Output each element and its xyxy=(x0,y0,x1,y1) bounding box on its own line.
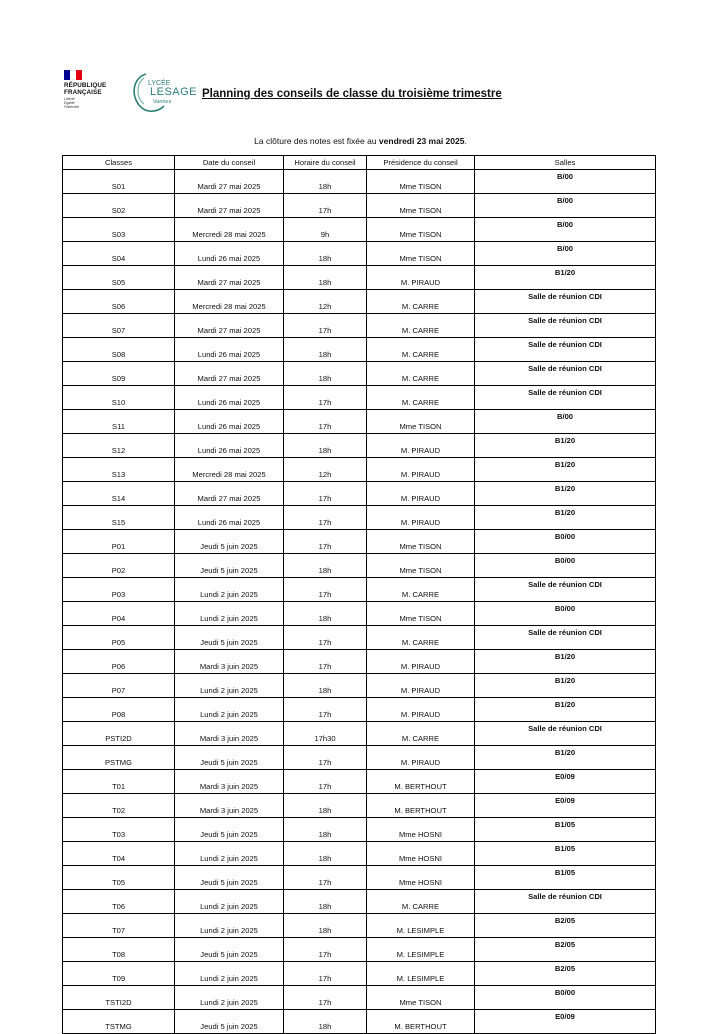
cell-presidence: M. PIRAUD xyxy=(367,746,475,770)
cell-date: Lundi 2 juin 2025 xyxy=(175,962,284,986)
table-row xyxy=(63,650,656,674)
cell-classe: TSTI2D xyxy=(63,986,175,1010)
cell-date: Jeudi 5 juin 2025 xyxy=(175,746,284,770)
cell-classe: P05 xyxy=(63,626,175,650)
cell-salle: B2/05 xyxy=(475,914,656,938)
cell-salle: B1/20 xyxy=(475,434,656,458)
rf-motto-2: Égalité xyxy=(64,101,75,105)
cell-date: Mardi 3 juin 2025 xyxy=(175,650,284,674)
cell-horaire: 17h xyxy=(284,578,367,602)
cell-classe: S06 xyxy=(63,290,175,314)
cell-presidence: M. BERTHOUT xyxy=(367,1010,475,1034)
cell-salle: Salle de réunion CDI xyxy=(475,890,656,914)
cell-date: Mercredi 28 mai 2025 xyxy=(175,290,284,314)
school-logo-line-1: LYCÉE xyxy=(148,80,171,87)
cell-presidence: M. CARRE xyxy=(367,578,475,602)
cell-date: Lundi 2 juin 2025 xyxy=(175,986,284,1010)
table-row xyxy=(63,770,656,794)
table-row xyxy=(63,698,656,722)
cell-salle: B1/20 xyxy=(475,482,656,506)
cell-presidence: M. PIRAUD xyxy=(367,266,475,290)
cell-date: Mardi 27 mai 2025 xyxy=(175,482,284,506)
rf-line-2: FRANÇAISE xyxy=(64,89,102,96)
cell-date: Mardi 3 juin 2025 xyxy=(175,722,284,746)
cell-presidence: M. CARRE xyxy=(367,314,475,338)
header-horaire: Horaire du conseil xyxy=(284,156,367,170)
cell-presidence: Mme TISON xyxy=(367,986,475,1010)
cell-date: Lundi 26 mai 2025 xyxy=(175,434,284,458)
cell-presidence: M. PIRAUD xyxy=(367,482,475,506)
cell-salle: B0/00 xyxy=(475,554,656,578)
cell-classe: T08 xyxy=(63,938,175,962)
cell-date: Lundi 2 juin 2025 xyxy=(175,842,284,866)
cell-horaire: 18h xyxy=(284,914,367,938)
table-row xyxy=(63,170,656,194)
cell-presidence: Mme TISON xyxy=(367,410,475,434)
cell-presidence: M. CARRE xyxy=(367,290,475,314)
header-presidence: Présidence du conseil xyxy=(367,156,475,170)
cell-classe: S07 xyxy=(63,314,175,338)
cell-date: Jeudi 5 juin 2025 xyxy=(175,866,284,890)
cell-horaire: 18h xyxy=(284,602,367,626)
rf-motto-1: Liberté xyxy=(64,97,75,101)
cell-salle: B1/05 xyxy=(475,818,656,842)
cell-salle: B0/00 xyxy=(475,530,656,554)
cell-horaire: 17h xyxy=(284,986,367,1010)
cell-date: Mardi 27 mai 2025 xyxy=(175,194,284,218)
table-row xyxy=(63,794,656,818)
cell-classe: S13 xyxy=(63,458,175,482)
rf-title xyxy=(64,82,124,96)
rf-motto-3: Fraternité xyxy=(64,105,79,109)
cell-salle: E0/09 xyxy=(475,794,656,818)
table-row xyxy=(63,626,656,650)
cell-salle: B1/20 xyxy=(475,458,656,482)
cell-date: Jeudi 5 juin 2025 xyxy=(175,938,284,962)
cell-presidence: M. CARRE xyxy=(367,626,475,650)
cell-classe: P02 xyxy=(63,554,175,578)
cell-horaire: 18h xyxy=(284,554,367,578)
cell-date: Lundi 26 mai 2025 xyxy=(175,410,284,434)
cell-presidence: M. CARRE xyxy=(367,386,475,410)
table-row xyxy=(63,290,656,314)
notice-date: vendredi 23 mai 2025 xyxy=(378,136,465,146)
cell-horaire: 17h xyxy=(284,650,367,674)
cell-presidence: M. LESIMPLE xyxy=(367,938,475,962)
cell-salle: B/00 xyxy=(475,170,656,194)
cell-date: Mardi 27 mai 2025 xyxy=(175,362,284,386)
cell-horaire: 18h xyxy=(284,362,367,386)
cell-date: Jeudi 5 juin 2025 xyxy=(175,626,284,650)
school-logo xyxy=(128,68,198,114)
header-classes: Classes xyxy=(63,156,175,170)
cell-horaire: 17h xyxy=(284,386,367,410)
cell-salle: Salle de réunion CDI xyxy=(475,290,656,314)
cell-date: Lundi 26 mai 2025 xyxy=(175,338,284,362)
cell-date: Lundi 2 juin 2025 xyxy=(175,698,284,722)
cell-horaire: 18h xyxy=(284,1010,367,1034)
cell-horaire: 17h xyxy=(284,938,367,962)
cell-presidence: Mme TISON xyxy=(367,218,475,242)
table-row xyxy=(63,434,656,458)
table-row xyxy=(63,890,656,914)
cell-salle: B1/20 xyxy=(475,266,656,290)
cell-horaire: 17h xyxy=(284,194,367,218)
cell-presidence: M. PIRAUD xyxy=(367,434,475,458)
cell-presidence: Mme TISON xyxy=(367,602,475,626)
cell-date: Lundi 2 juin 2025 xyxy=(175,578,284,602)
cell-date: Jeudi 5 juin 2025 xyxy=(175,530,284,554)
cell-date: Mercredi 28 mai 2025 xyxy=(175,218,284,242)
cell-classe: TSTMG xyxy=(63,1010,175,1034)
cell-date: Jeudi 5 juin 2025 xyxy=(175,554,284,578)
header-salles: Salles xyxy=(475,156,656,170)
cell-presidence: Mme TISON xyxy=(367,530,475,554)
cell-salle: B0/00 xyxy=(475,602,656,626)
table-row xyxy=(63,410,656,434)
cell-date: Mardi 3 juin 2025 xyxy=(175,794,284,818)
cell-date: Lundi 2 juin 2025 xyxy=(175,674,284,698)
table-row xyxy=(63,818,656,842)
cell-presidence: M. LESIMPLE xyxy=(367,962,475,986)
table-row xyxy=(63,746,656,770)
table-row xyxy=(63,242,656,266)
rf-line-1: RÉPUBLIQUE xyxy=(64,82,107,89)
cell-salle: B/00 xyxy=(475,242,656,266)
cell-salle: Salle de réunion CDI xyxy=(475,386,656,410)
cell-date: Lundi 26 mai 2025 xyxy=(175,386,284,410)
cell-salle: Salle de réunion CDI xyxy=(475,314,656,338)
cell-salle: E0/09 xyxy=(475,770,656,794)
table-row xyxy=(63,602,656,626)
cell-classe: S14 xyxy=(63,482,175,506)
cell-classe: T01 xyxy=(63,770,175,794)
cell-presidence: Mme HOSNI xyxy=(367,866,475,890)
cell-classe: S05 xyxy=(63,266,175,290)
cell-date: Mercredi 28 mai 2025 xyxy=(175,458,284,482)
cell-date: Lundi 2 juin 2025 xyxy=(175,602,284,626)
cell-salle: B1/20 xyxy=(475,674,656,698)
cell-horaire: 17h xyxy=(284,746,367,770)
cell-salle: B/00 xyxy=(475,410,656,434)
table-row xyxy=(63,842,656,866)
table-row xyxy=(63,362,656,386)
table-row xyxy=(63,386,656,410)
cell-salle: E0/09 xyxy=(475,1010,656,1034)
table-row xyxy=(63,554,656,578)
cell-horaire: 17h xyxy=(284,770,367,794)
table-row xyxy=(63,962,656,986)
cell-classe: PSTMG xyxy=(63,746,175,770)
cell-classe: T04 xyxy=(63,842,175,866)
cell-classe: S02 xyxy=(63,194,175,218)
table-row xyxy=(63,914,656,938)
cell-date: Lundi 2 juin 2025 xyxy=(175,890,284,914)
cell-classe: T06 xyxy=(63,890,175,914)
french-flag-icon xyxy=(64,70,82,80)
cell-presidence: M. PIRAUD xyxy=(367,698,475,722)
cell-presidence: M. PIRAUD xyxy=(367,650,475,674)
cell-horaire: 18h xyxy=(284,170,367,194)
table-row xyxy=(63,218,656,242)
cell-date: Mardi 27 mai 2025 xyxy=(175,170,284,194)
cell-presidence: M. BERTHOUT xyxy=(367,770,475,794)
cell-classe: S09 xyxy=(63,362,175,386)
cell-salle: B1/20 xyxy=(475,746,656,770)
cell-presidence: M. CARRE xyxy=(367,338,475,362)
cell-classe: P01 xyxy=(63,530,175,554)
cell-horaire: 17h xyxy=(284,626,367,650)
cell-horaire: 18h xyxy=(284,434,367,458)
table-row xyxy=(63,1010,656,1034)
cell-presidence: M. BERTHOUT xyxy=(367,794,475,818)
cell-presidence: Mme TISON xyxy=(367,194,475,218)
cell-salle: B2/05 xyxy=(475,962,656,986)
notice-text xyxy=(0,136,721,146)
cell-classe: S03 xyxy=(63,218,175,242)
table-row xyxy=(63,722,656,746)
cell-horaire: 17h xyxy=(284,506,367,530)
cell-salle: B0/00 xyxy=(475,986,656,1010)
cell-date: Lundi 26 mai 2025 xyxy=(175,242,284,266)
table-row xyxy=(63,530,656,554)
cell-date: Jeudi 5 juin 2025 xyxy=(175,818,284,842)
cell-classe: T09 xyxy=(63,962,175,986)
cell-horaire: 9h xyxy=(284,218,367,242)
cell-classe: T05 xyxy=(63,866,175,890)
cell-presidence: Mme HOSNI xyxy=(367,842,475,866)
cell-horaire: 18h xyxy=(284,842,367,866)
cell-classe: S15 xyxy=(63,506,175,530)
table-header-row xyxy=(63,156,656,170)
cell-horaire: 18h xyxy=(284,794,367,818)
cell-presidence: M. PIRAUD xyxy=(367,458,475,482)
cell-date: Lundi 26 mai 2025 xyxy=(175,506,284,530)
table-row xyxy=(63,458,656,482)
cell-presidence: M. PIRAUD xyxy=(367,674,475,698)
cell-presidence: Mme TISON xyxy=(367,554,475,578)
table-row xyxy=(63,194,656,218)
cell-salle: Salle de réunion CDI xyxy=(475,626,656,650)
cell-classe: P07 xyxy=(63,674,175,698)
cell-classe: S04 xyxy=(63,242,175,266)
cell-horaire: 12h xyxy=(284,458,367,482)
notice-suffix: . xyxy=(464,136,467,146)
cell-salle: B1/05 xyxy=(475,842,656,866)
table-row xyxy=(63,482,656,506)
cell-classe: S01 xyxy=(63,170,175,194)
cell-presidence: M. PIRAUD xyxy=(367,506,475,530)
cell-horaire: 17h xyxy=(284,314,367,338)
cell-horaire: 18h xyxy=(284,674,367,698)
planning-table xyxy=(62,155,656,1034)
cell-horaire: 17h xyxy=(284,866,367,890)
cell-salle: Salle de réunion CDI xyxy=(475,362,656,386)
cell-presidence: Mme TISON xyxy=(367,170,475,194)
cell-salle: B1/20 xyxy=(475,698,656,722)
cell-classe: S12 xyxy=(63,434,175,458)
table-row xyxy=(63,266,656,290)
cell-date: Mardi 27 mai 2025 xyxy=(175,314,284,338)
cell-classe: PSTI2D xyxy=(63,722,175,746)
cell-date: Mardi 27 mai 2025 xyxy=(175,266,284,290)
cell-horaire: 18h xyxy=(284,818,367,842)
cell-horaire: 17h xyxy=(284,530,367,554)
cell-salle: Salle de réunion CDI xyxy=(475,578,656,602)
cell-horaire: 17h30 xyxy=(284,722,367,746)
cell-classe: P03 xyxy=(63,578,175,602)
cell-classe: S08 xyxy=(63,338,175,362)
cell-classe: T02 xyxy=(63,794,175,818)
rf-motto xyxy=(64,97,124,109)
cell-classe: S11 xyxy=(63,410,175,434)
page-title: Planning des conseils de classe du troisième trimestre xyxy=(202,88,502,100)
cell-salle: B/00 xyxy=(475,194,656,218)
cell-classe: P08 xyxy=(63,698,175,722)
cell-horaire: 18h xyxy=(284,338,367,362)
cell-horaire: 18h xyxy=(284,242,367,266)
cell-presidence: Mme HOSNI xyxy=(367,818,475,842)
cell-presidence: M. CARRE xyxy=(367,722,475,746)
cell-salle: B/00 xyxy=(475,218,656,242)
cell-salle: B2/05 xyxy=(475,938,656,962)
table-row xyxy=(63,506,656,530)
cell-presidence: M. CARRE xyxy=(367,890,475,914)
cell-horaire: 17h xyxy=(284,410,367,434)
table-row xyxy=(63,338,656,362)
table-row xyxy=(63,674,656,698)
cell-presidence: M. LESIMPLE xyxy=(367,914,475,938)
table-row xyxy=(63,938,656,962)
notice-prefix: La clôture des notes est fixée au xyxy=(254,136,379,146)
table-row xyxy=(63,866,656,890)
cell-date: Jeudi 5 juin 2025 xyxy=(175,1010,284,1034)
cell-classe: T03 xyxy=(63,818,175,842)
cell-presidence: Mme TISON xyxy=(367,242,475,266)
cell-classe: P06 xyxy=(63,650,175,674)
cell-classe: P04 xyxy=(63,602,175,626)
cell-horaire: 18h xyxy=(284,890,367,914)
school-logo-line-3: Vannes xyxy=(153,99,172,105)
school-logo-line-2: LESAGE xyxy=(150,86,198,98)
cell-horaire: 17h xyxy=(284,698,367,722)
header-date: Date du conseil xyxy=(175,156,284,170)
cell-salle: B1/05 xyxy=(475,866,656,890)
cell-horaire: 18h xyxy=(284,266,367,290)
cell-classe: T07 xyxy=(63,914,175,938)
republique-francaise-logo xyxy=(64,70,124,114)
cell-horaire: 17h xyxy=(284,962,367,986)
table-row xyxy=(63,314,656,338)
cell-horaire: 17h xyxy=(284,482,367,506)
cell-date: Mardi 3 juin 2025 xyxy=(175,770,284,794)
table-row xyxy=(63,986,656,1010)
cell-classe: S10 xyxy=(63,386,175,410)
cell-salle: B1/20 xyxy=(475,506,656,530)
cell-date: Lundi 2 juin 2025 xyxy=(175,914,284,938)
cell-horaire: 12h xyxy=(284,290,367,314)
cell-salle: Salle de réunion CDI xyxy=(475,722,656,746)
cell-salle: Salle de réunion CDI xyxy=(475,338,656,362)
cell-presidence: M. CARRE xyxy=(367,362,475,386)
table-row xyxy=(63,578,656,602)
planning-table-body xyxy=(63,170,656,1034)
cell-salle: B1/20 xyxy=(475,650,656,674)
